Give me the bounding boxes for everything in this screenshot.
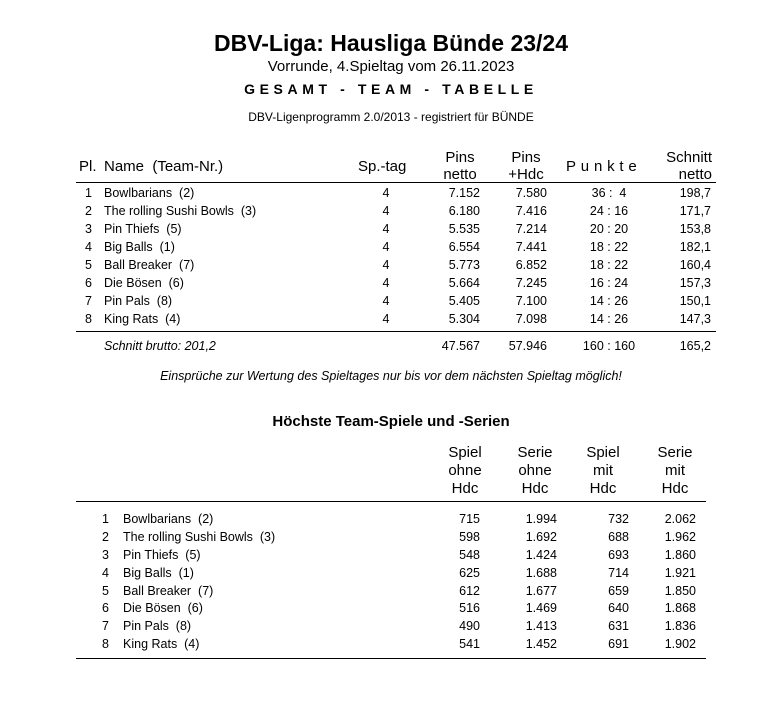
row-schnitt: 160,4 (679, 258, 711, 272)
table-heading: GESAMT - TEAM - TABELLE (244, 81, 538, 97)
row-punkte: 24 : 16 (589, 204, 629, 218)
row-pins-netto: 6.554 (448, 240, 480, 254)
page-subtitle: Vorrunde, 4.Spieltag vom 26.11.2023 (267, 58, 515, 75)
row-serie-ohne-hdc: 1.452 (525, 637, 557, 651)
summary-schnitt: 165,2 (679, 339, 711, 353)
table-row (0, 204, 782, 222)
row-spiel-mit-hdc: 693 (608, 548, 629, 562)
row-pins-hdc: 7.100 (515, 294, 547, 308)
col-header-serie-mit-hdc: Serie mit Hdc (657, 444, 693, 497)
row-serie-ohne-hdc: 1.677 (525, 584, 557, 598)
summary-row (0, 339, 782, 357)
table-row (0, 584, 782, 602)
row-schnitt: 198,7 (679, 186, 711, 200)
row-pins-netto: 5.405 (448, 294, 480, 308)
row-team-name: Pin Pals (8) (123, 619, 192, 633)
row-place: 5 (85, 258, 92, 272)
row-pins-hdc: 7.580 (515, 186, 547, 200)
row-team-name: Ball Breaker (7) (123, 584, 214, 598)
row-serie-ohne-hdc: 1.692 (525, 530, 557, 544)
table-row (0, 312, 782, 330)
row-pins-hdc: 7.245 (515, 276, 547, 290)
row-serie-ohne-hdc: 1.413 (525, 619, 557, 633)
row-spiel-mit-hdc: 631 (608, 619, 629, 633)
row-pins-netto: 5.773 (448, 258, 480, 272)
row-place: 8 (102, 637, 109, 651)
row-team-name: Bowlbarians (2) (123, 512, 214, 526)
header-rule (76, 182, 716, 183)
objection-note: Einsprüche zur Wertung des Spieltages nur bis vor dem nächsten Spieltag möglich! (160, 369, 622, 383)
row-spiel-ohne-hdc: 516 (459, 601, 480, 615)
row-spiel-mit-hdc: 640 (608, 601, 629, 615)
row-place: 4 (102, 566, 109, 580)
row-punkte: 20 : 20 (589, 222, 629, 236)
row-team-name: King Rats (4) (104, 312, 181, 326)
row-serie-mit-hdc: 1.836 (664, 619, 696, 633)
col-header-serie-ohne-hdc: Serie ohne Hdc (517, 444, 553, 497)
table-row (0, 619, 782, 637)
row-spiel-ohne-hdc: 598 (459, 530, 480, 544)
row-serie-mit-hdc: 2.062 (664, 512, 696, 526)
row-spiel-ohne-hdc: 715 (459, 512, 480, 526)
row-pins-hdc: 7.416 (515, 204, 547, 218)
row-team-name: King Rats (4) (123, 637, 200, 651)
row-serie-mit-hdc: 1.850 (664, 584, 696, 598)
col-header-name: Name (Team-Nr.) (104, 158, 224, 175)
col-header-spiel-mit-hdc: Spiel mit Hdc (586, 444, 620, 497)
row-place: 1 (102, 512, 109, 526)
row-serie-mit-hdc: 1.868 (664, 601, 696, 615)
summary-pins-hdc: 57.946 (508, 339, 547, 353)
row-spiel-ohne-hdc: 612 (459, 584, 480, 598)
col-header-pins-netto: Pins netto (443, 149, 477, 183)
row-punkte: 14 : 26 (589, 294, 629, 308)
row-pins-hdc: 7.441 (515, 240, 547, 254)
row-place: 7 (102, 619, 109, 633)
row-team-name: Die Bösen (6) (104, 276, 184, 290)
table-row (0, 566, 782, 584)
summary-label: Schnitt brutto: 201,2 (104, 339, 216, 353)
row-team-name: Big Balls (1) (104, 240, 175, 254)
header-rule (76, 501, 706, 502)
row-place: 4 (85, 240, 92, 254)
summary-punkte: 160 : 160 (582, 339, 636, 353)
row-sptag: 4 (382, 222, 390, 236)
row-spiel-mit-hdc: 714 (608, 566, 629, 580)
row-sptag: 4 (382, 186, 390, 200)
row-punkte: 18 : 22 (589, 240, 629, 254)
row-place: 6 (85, 276, 92, 290)
col-header-spiel-ohne-hdc: Spiel ohne Hdc (448, 444, 482, 497)
row-team-name: Big Balls (1) (123, 566, 194, 580)
row-spiel-ohne-hdc: 625 (459, 566, 480, 580)
col-header-pins-hdc: Pins +Hdc (508, 149, 544, 183)
row-serie-mit-hdc: 1.962 (664, 530, 696, 544)
row-schnitt: 147,3 (679, 312, 711, 326)
page-title: DBV-Liga: Hausliga Bünde 23/24 (213, 30, 569, 56)
row-sptag: 4 (382, 276, 390, 290)
row-place: 5 (102, 584, 109, 598)
row-pins-hdc: 7.214 (515, 222, 547, 236)
row-sptag: 4 (382, 240, 390, 254)
col-header-punkte: Punkte (566, 158, 642, 175)
row-place: 1 (85, 186, 92, 200)
row-pins-hdc: 7.098 (515, 312, 547, 326)
col-header-schnitt: Schnitt netto (666, 149, 712, 183)
table-row (0, 601, 782, 619)
table-row (0, 258, 782, 276)
row-pins-netto: 5.664 (448, 276, 480, 290)
row-spiel-mit-hdc: 691 (608, 637, 629, 651)
row-pins-netto: 5.535 (448, 222, 480, 236)
table-row (0, 637, 782, 655)
row-place: 2 (102, 530, 109, 544)
row-team-name: Ball Breaker (7) (104, 258, 195, 272)
row-place: 6 (102, 601, 109, 615)
table-row (0, 530, 782, 548)
row-pins-netto: 5.304 (448, 312, 480, 326)
row-serie-mit-hdc: 1.921 (664, 566, 696, 580)
row-spiel-ohne-hdc: 548 (459, 548, 480, 562)
row-schnitt: 153,8 (679, 222, 711, 236)
row-punkte: 16 : 24 (589, 276, 629, 290)
row-team-name: Bowlbarians (2) (104, 186, 195, 200)
col-header-pl: Pl. (79, 158, 97, 175)
high-scores-title: Höchste Team-Spiele und -Serien (272, 413, 510, 430)
row-spiel-ohne-hdc: 541 (459, 637, 480, 651)
row-spiel-ohne-hdc: 490 (459, 619, 480, 633)
table-row (0, 186, 782, 204)
row-spiel-mit-hdc: 659 (608, 584, 629, 598)
row-team-name: Die Bösen (6) (123, 601, 203, 615)
row-team-name: Pin Thiefs (5) (123, 548, 201, 562)
table-row (0, 548, 782, 566)
row-team-name: Pin Pals (8) (104, 294, 173, 308)
row-pins-netto: 7.152 (448, 186, 480, 200)
row-schnitt: 182,1 (679, 240, 711, 254)
row-serie-mit-hdc: 1.902 (664, 637, 696, 651)
row-sptag: 4 (382, 204, 390, 218)
row-team-name: The rolling Sushi Bowls (3) (123, 530, 276, 544)
row-place: 2 (85, 204, 92, 218)
row-serie-ohne-hdc: 1.688 (525, 566, 557, 580)
row-sptag: 4 (382, 294, 390, 308)
row-place: 7 (85, 294, 92, 308)
row-serie-ohne-hdc: 1.469 (525, 601, 557, 615)
table-row (0, 512, 782, 530)
row-place: 3 (85, 222, 92, 236)
row-spiel-mit-hdc: 688 (608, 530, 629, 544)
row-place: 8 (85, 312, 92, 326)
row-punkte: 18 : 22 (589, 258, 629, 272)
row-sptag: 4 (382, 312, 390, 326)
table-row (0, 240, 782, 258)
row-team-name: Pin Thiefs (5) (104, 222, 182, 236)
row-punkte: 36 : 4 (591, 186, 627, 200)
table-row (0, 294, 782, 312)
row-pins-netto: 6.180 (448, 204, 480, 218)
col-header-sptag: Sp.-tag (358, 158, 407, 175)
program-info: DBV-Ligenprogramm 2.0/2013 - registriert für BÜNDE (248, 110, 534, 124)
footer-rule (76, 658, 706, 659)
row-sptag: 4 (382, 258, 390, 272)
row-serie-mit-hdc: 1.860 (664, 548, 696, 562)
summary-pins-netto: 47.567 (441, 339, 480, 353)
table-row (0, 222, 782, 240)
row-punkte: 14 : 26 (589, 312, 629, 326)
body-rule (76, 331, 716, 332)
row-schnitt: 171,7 (679, 204, 711, 218)
table-row (0, 276, 782, 294)
row-schnitt: 150,1 (679, 294, 711, 308)
row-team-name: The rolling Sushi Bowls (3) (104, 204, 257, 218)
row-schnitt: 157,3 (679, 276, 711, 290)
row-spiel-mit-hdc: 732 (608, 512, 629, 526)
row-pins-hdc: 6.852 (515, 258, 547, 272)
row-serie-ohne-hdc: 1.994 (525, 512, 557, 526)
row-serie-ohne-hdc: 1.424 (525, 548, 557, 562)
row-place: 3 (102, 548, 109, 562)
